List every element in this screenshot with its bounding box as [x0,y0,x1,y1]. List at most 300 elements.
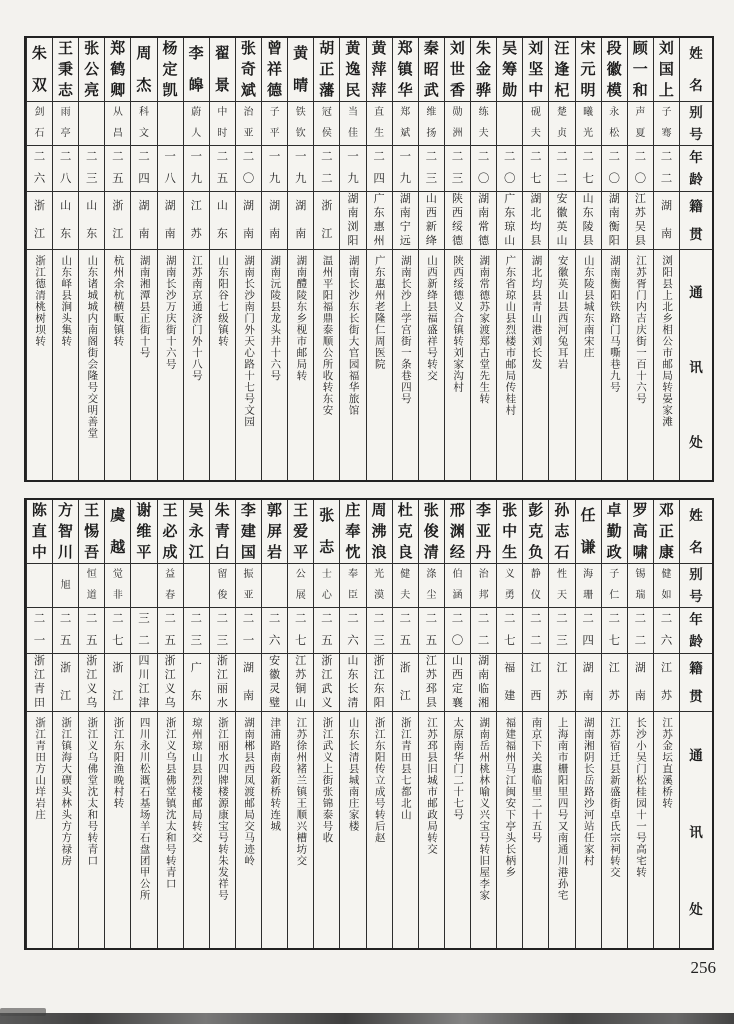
person-alias [79,102,104,146]
person-address-text: 浙江青田县七都北山 [399,717,412,821]
person-column [78,500,104,948]
person-alias: 郑 斌 [393,102,418,146]
person-address [576,712,601,948]
person-age: 一 九 [262,146,287,192]
person-address-text: 湖南郴县西凤渡邮局交马迹岭 [243,717,256,867]
person-native-place: 山 东 长 清 [340,654,365,712]
person-address-text: 山东阳谷七级镇转 [216,255,229,347]
person-column [444,38,470,480]
person-column [287,500,313,948]
person-address-text: 浙江镇海大碶头林头方方禄房 [60,717,73,867]
person-address [184,712,209,948]
person-address [105,712,130,948]
person-name: 张 俊 清 [419,500,444,564]
person-alias: 旭 [53,564,78,608]
person-age: 二 五 [53,608,78,654]
person-address-text: 浙江东阳传立成号转后赵 [373,717,386,844]
person-address-text: 南京下关惠临里二十五号 [530,717,543,844]
person-age: 二 三 [445,146,470,192]
person-column [366,500,392,948]
person-native-place: 江 苏 [184,192,209,250]
person-age: 二 二 [523,608,548,654]
person-native-place: 湖 南 浏 阳 [340,192,365,250]
person-column [78,38,104,480]
person-address [497,250,522,480]
person-alias: 子 平 [262,102,287,146]
person-name: 汪 逢 杞 [549,38,574,102]
person-address [367,250,392,480]
person-address [210,712,235,948]
person-native-place: 浙 江 [393,654,418,712]
person-native-place: 福 建 [497,654,522,712]
person-column [52,38,78,480]
person-address-text: 上海南市栅阳里四号又南通川港孙宅 [556,717,569,901]
person-address [236,712,261,948]
person-alias: 锡 瑞 [628,564,653,608]
person-age: 二 一 [236,608,261,654]
person-address [628,250,653,480]
person-name: 杨 定 凯 [158,38,183,102]
person-name: 彭 克 负 [523,500,548,564]
person-name: 朱 金 骅 [471,38,496,102]
person-address [549,250,574,480]
person-column [548,38,574,480]
person-native-place: 浙 江 [105,654,130,712]
person-age: 二 三 [184,608,209,654]
person-address-text: 广东省琼山县烈楼市邮局传桂村 [504,255,517,416]
person-alias: 健 如 [654,564,679,608]
person-native-place: 浙 江 义 乌 [79,654,104,712]
person-column [26,38,52,480]
person-address-text: 福建福州马江闽安下亭头长柄乡 [504,717,517,878]
page-number: 256 [690,958,716,977]
person-native-place: 浙 江 武 义 [314,654,339,712]
person-address-text: 湖南长沙东长街大官园福华旅馆 [347,255,360,416]
person-alias: 砚 夫 [523,102,548,146]
person-column [627,38,653,480]
person-address-text: 湖南岳州桃林喻义兴宝号转旧屋李家 [478,717,491,901]
person-address [471,712,496,948]
person-alias: 从 昌 [105,102,130,146]
person-alias [184,564,209,608]
person-address [419,250,444,480]
person-address [184,250,209,480]
person-age: 二 五 [314,608,339,654]
person-name: 卓 勤 政 [602,500,627,564]
person-native-place: 湖 南 [236,654,261,712]
person-column [183,500,209,948]
header-column [679,500,712,948]
person-column [575,500,601,948]
header-age: 年 龄 [680,608,712,654]
person-column [601,500,627,948]
person-name: 虞 越 [105,500,130,564]
person-alias: 益 春 [158,564,183,608]
person-address-text: 江苏徐州褚兰镇王顺兴槽坊交 [295,717,308,867]
person-alias: 伯 涵 [445,564,470,608]
person-alias: 治 邦 [471,564,496,608]
person-alias: 海 珊 [576,564,601,608]
person-address [340,712,365,948]
person-alias [131,564,156,608]
header-contact: 通 讯 处 [689,284,703,450]
person-age: 二 六 [262,608,287,654]
person-age: 二 二 [628,608,653,654]
person-address-text: 浙江义乌佛堂沈太和号转青口 [86,717,99,867]
person-address-text: 浙江青田方山垟岩庄 [34,717,47,821]
person-age: 二 四 [576,608,601,654]
person-native-place: 浙 江 [314,192,339,250]
person-alias: 永 松 [602,102,627,146]
person-name: 顾 一 和 [628,38,653,102]
person-column [496,38,522,480]
person-address-text: 湖北均县青山港刘长发 [530,255,543,370]
person-address-text: 山东峄县涧头集转 [60,255,73,347]
person-address-text: 江苏邳县旧城市邮政局转交 [425,717,438,855]
person-address [53,250,78,480]
person-column [575,38,601,480]
person-name: 王 秉 志 [53,38,78,102]
person-name: 黄 逸 民 [340,38,365,102]
person-age: 二 三 [210,608,235,654]
person-native-place: 湖 南 [236,192,261,250]
person-age: 二 二 [314,146,339,192]
person-name: 郑 鹤 卿 [105,38,130,102]
person-address-text: 杭州余杭横畈镇转 [112,255,125,347]
person-alias: 冠 侯 [314,102,339,146]
person-name: 任 谦 [576,500,601,564]
person-age: 二 五 [210,146,235,192]
person-native-place: 浙 江 [27,192,52,250]
person-column [392,500,418,948]
person-native-place: 浙 江 [105,192,130,250]
person-column [522,500,548,948]
person-name: 张 志 [314,500,339,564]
person-address-text: 山东诸城城内南阁街会隆号交明善堂 [86,255,99,439]
person-alias: 剑 石 [27,102,52,146]
person-native-place: 江 苏 吴 县 [628,192,653,250]
person-column [157,38,183,480]
person-column [313,500,339,948]
person-address-text: 浙江东阳渔晚村转 [112,717,125,809]
person-alias: 涤 尘 [419,564,444,608]
person-native-place: 浙 江 青 田 [27,654,52,712]
person-age: 二 七 [602,608,627,654]
person-name: 秦 昭 武 [419,38,444,102]
person-address [523,250,548,480]
person-column [522,38,548,480]
person-native-place: 安 徽 灵 璧 [262,654,287,712]
person-address [27,712,52,948]
person-age: 二 三 [79,146,104,192]
person-native-place: 江 苏 [549,654,574,712]
person-address-text: 浙江武义上街张锦泰号收 [321,717,334,844]
person-address [549,712,574,948]
header-column [679,38,712,480]
person-native-place: 陕 西 绥 德 [445,192,470,250]
person-address-text: 湖南长沙南门外天心路十七号文园 [243,255,256,428]
person-native-place: 浙 江 义 乌 [158,654,183,712]
person-address [53,712,78,948]
header-age: 年 龄 [680,146,712,192]
person-address [654,712,679,948]
person-column [418,38,444,480]
person-address [523,712,548,948]
person-native-place: 山 东 [210,192,235,250]
person-native-place: 湖 南 [131,192,156,250]
person-native-place: 江 苏 邳 县 [419,654,444,712]
person-name: 朱 双 [27,38,52,102]
person-name: 黄 晴 [288,38,313,102]
person-address-text: 津浦路南段新桥转连城 [269,717,282,832]
person-address [445,250,470,480]
person-alias [262,564,287,608]
person-native-place: 湖 南 [654,192,679,250]
person-alias: 性 天 [549,564,574,608]
person-address-text: 湖南醴陵东乡枧市邮局转 [295,255,308,382]
person-address-text: 浙江义乌县佛堂镇沈太和号转青口 [164,717,177,890]
person-name: 段 徽 模 [602,38,627,102]
person-name: 朱 青 白 [210,500,235,564]
person-name: 李 建 国 [236,500,261,564]
person-address [288,250,313,480]
person-address-text: 湖南衡阳铁路门马嘶巷九号 [608,255,621,393]
person-alias: 光 漠 [367,564,392,608]
person-name: 王 惕 吾 [79,500,104,564]
person-native-place: 浙 江 东 阳 [367,654,392,712]
person-address-text: 长沙小吴门松桂园十一号高宅转 [634,717,647,878]
person-age: 二 七 [576,146,601,192]
person-age: 二 七 [288,608,313,654]
person-age: 二 〇 [602,146,627,192]
person-alias: 科 文 [131,102,156,146]
header-native-place: 籍 贯 [680,192,712,250]
person-native-place: 湖 南 衡 阳 [602,192,627,250]
person-age: 二 七 [105,608,130,654]
person-address-text: 四川永川松溉石基场羊石盘团甲公所 [138,717,151,901]
person-address-text: 湖南湘阴长岳路沙河站任家村 [582,717,595,867]
person-native-place: 湖 南 [628,654,653,712]
person-age: 一 九 [393,146,418,192]
person-address [497,712,522,948]
person-native-place: 江 苏 铜 山 [288,654,313,712]
person-column [157,500,183,948]
person-alias: 义 勇 [497,564,522,608]
person-alias: 曦 光 [576,102,601,146]
person-native-place: 湖 南 常 德 [471,192,496,250]
person-address [419,712,444,948]
person-column [653,500,679,948]
person-name: 杜 克 良 [393,500,418,564]
person-native-place: 浙 江 丽 水 [210,654,235,712]
person-name: 庄 奉 忱 [340,500,365,564]
person-column [339,38,365,480]
person-name: 邢 渊 经 [445,500,470,564]
person-column [261,500,287,948]
person-native-place: 山 东 陵 县 [576,192,601,250]
person-address-text: 湖南湘潭县正街十号 [138,255,151,359]
person-native-place: 山 东 [53,192,78,250]
person-alias: 觉 非 [105,564,130,608]
person-column [470,38,496,480]
person-address [79,712,104,948]
person-address-text: 浙江丽水四牌楼源康宝号转朱发祥号 [216,717,229,901]
person-name: 张 奇 斌 [236,38,261,102]
person-age: 二 〇 [471,146,496,192]
person-native-place: 四 川 江 津 [131,654,156,712]
person-native-place: 湖 南 宁 远 [393,192,418,250]
person-native-place: 湖 南 [288,192,313,250]
person-column [261,38,287,480]
person-age: 二 七 [497,608,522,654]
person-native-place: 江 苏 [654,654,679,712]
person-address [158,712,183,948]
person-age: 二 〇 [497,146,522,192]
person-age: 二 五 [393,608,418,654]
person-address [314,250,339,480]
person-native-place: 浙 江 [53,654,78,712]
person-alias [27,564,52,608]
person-column [418,500,444,948]
person-name: 翟 景 [210,38,235,102]
person-column [104,38,130,480]
person-age: 二 三 [367,608,392,654]
person-column [130,500,156,948]
person-name: 刘 坚 中 [523,38,548,102]
person-address-text: 湖南沅陵县龙头井十六号 [269,255,282,382]
person-native-place: 湖 南 [576,654,601,712]
person-age: 二 三 [549,608,574,654]
person-address [236,250,261,480]
person-alias: 练 夫 [471,102,496,146]
person-age: 二 二 [471,608,496,654]
person-native-place: 山 东 [79,192,104,250]
person-address-text: 太原南华门二十七号 [452,717,465,821]
person-name: 周 杰 [131,38,156,102]
person-alias: 雨 亭 [53,102,78,146]
person-alias: 振 亚 [236,564,261,608]
person-column [104,500,130,948]
person-name: 方 智 川 [53,500,78,564]
person-age: 二 八 [53,146,78,192]
person-alias: 留 俊 [210,564,235,608]
person-native-place: 广 东 惠 州 [367,192,392,250]
person-name: 吴 筹 勋 [497,38,522,102]
person-column [366,38,392,480]
person-address [314,712,339,948]
person-native-place: 广 东 琼 山 [497,192,522,250]
person-address-text: 江苏胥门内吉庆街一百十六号 [634,255,647,405]
person-address-text: 浏阳县上北乡相公市邮局转晏家滩 [661,255,674,428]
person-alias: 当 佳 [340,102,365,146]
person-age: 二 二 [549,146,574,192]
header-alias: 别 号 [680,564,712,608]
person-native-place: 湖 北 均 县 [523,192,548,250]
person-column [130,38,156,480]
person-address [288,712,313,948]
person-address [262,712,287,948]
person-address-text: 湖南常德苏家渡郑古堂先生转 [478,255,491,405]
person-address-text: 琼州琼山县烈楼邮局转交 [190,717,203,844]
person-column [313,38,339,480]
person-column [235,500,261,948]
person-address-text: 湖南长沙万庆街十六号 [164,255,177,370]
person-alias: 勋 洲 [445,102,470,146]
person-column [26,500,52,948]
person-alias [497,102,522,146]
person-address [79,250,104,480]
person-alias: 公 展 [288,564,313,608]
person-age: 二 五 [158,608,183,654]
person-address [602,712,627,948]
person-name: 黄 萍 萍 [367,38,392,102]
person-alias: 维 扬 [419,102,444,146]
person-address-text: 山西新绛县福盛祥号转交 [425,255,438,382]
person-age: 二 五 [105,146,130,192]
person-native-place: 湖 南 临 湘 [471,654,496,712]
person-age: 二 一 [27,608,52,654]
person-address-text: 广东惠州老隆仁周医院 [373,255,386,370]
person-alias: 铁 钦 [288,102,313,146]
person-address-text: 山东长清县城南庄家楼 [347,717,360,832]
person-alias: 直 生 [367,102,392,146]
person-age: 二 四 [131,146,156,192]
person-alias: 奉 臣 [340,564,365,608]
person-name: 谢 维 平 [131,500,156,564]
directory-table-upper [24,36,714,482]
person-address [27,250,52,480]
person-address [367,712,392,948]
header-name: 姓 名 [680,500,712,564]
person-address [131,250,156,480]
person-address-text: 浙江德清桃树坝转 [34,255,47,347]
person-name: 宋 元 明 [576,38,601,102]
person-age: 二 〇 [445,608,470,654]
person-address [628,712,653,948]
person-name: 郭 屏 岩 [262,500,287,564]
person-native-place: 湖 南 [158,192,183,250]
person-native-place: 湖 南 [262,192,287,250]
person-address-text: 江苏金坛直溪桥转 [661,717,674,809]
person-address-text: 安徽英山县西河兔耳岩 [556,255,569,370]
person-address [445,712,470,948]
person-column [601,38,627,480]
person-address-text: 江苏宿迁县新盛街卓氏宗祠转交 [608,717,621,878]
person-age: 二 五 [419,608,444,654]
person-address-text: 陕西绥德义合镇转刘家沟村 [452,255,465,393]
person-column [183,38,209,480]
person-name: 孙 志 石 [549,500,574,564]
directory-table-lower [24,498,714,950]
person-name: 胡 正 藩 [314,38,339,102]
person-column [444,500,470,948]
person-column [496,500,522,948]
person-alias: 声 夏 [628,102,653,146]
person-column [235,38,261,480]
person-column [287,38,313,480]
person-age: 一 九 [184,146,209,192]
person-address [340,250,365,480]
person-age: 一 八 [158,146,183,192]
person-alias: 子 仁 [602,564,627,608]
person-name: 邓 正 康 [654,500,679,564]
person-address [210,250,235,480]
person-alias: 静 仪 [523,564,548,608]
person-address [576,250,601,480]
person-age: 二 三 [419,146,444,192]
person-name: 罗 高 啸 [628,500,653,564]
person-native-place: 安 徽 英 山 [549,192,574,250]
